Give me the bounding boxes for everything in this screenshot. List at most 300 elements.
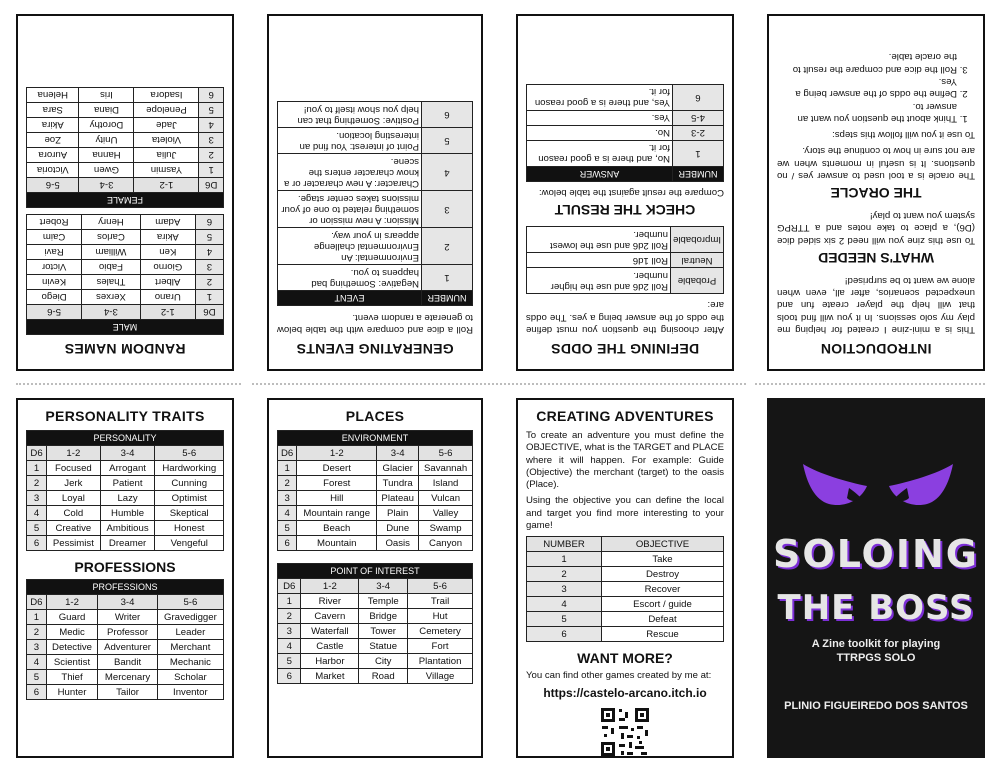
male-names-table [26,214,224,335]
row-number-cell: 2 [278,609,301,624]
table-row [278,128,473,154]
table-row [278,669,473,684]
table-header-cell: 5-6 [27,305,82,320]
row-number-cell: 5 [422,128,473,154]
table-row [27,133,224,148]
row-number-cell: 3 [199,133,224,148]
table-row [527,627,724,642]
oracle-step: 3. Roll the dice and compare the result to the oracle table. [777,50,957,75]
table-cell: Humble [100,506,155,521]
page-generating-events [267,14,483,371]
table-cell: Yasmin [134,163,199,178]
adventures-title: CREATING ADVENTURES [536,408,714,424]
table-row [278,102,473,128]
table-cell: Mountain range [297,506,377,521]
table-cell: Plateau [377,491,419,506]
table-row [27,148,224,163]
table-row [27,625,224,640]
cover-author: PLINIO FIGUEIREDO DOS SANTOS [784,700,968,712]
table-row [527,552,724,567]
table-row [27,118,224,133]
page-random-names [16,14,234,371]
row-number-cell: 4 [527,597,602,612]
table-cell: Victor [27,260,82,275]
row-number-cell: 5 [199,103,224,118]
table-header-cell: 1-2 [301,579,359,594]
poi-caption: POINT OF INTEREST [278,564,473,579]
table-row [27,275,224,290]
events-title: GENERATING EVENTS [296,341,454,357]
row-number-cell: 1 [278,461,297,476]
table-cell: Creative [47,521,101,536]
fold-line-left [16,383,241,385]
table-cell: Roll 2d6 and use the lowest number. [527,227,671,253]
table-cell: Kevin [27,275,82,290]
table-cell: Take [602,552,724,567]
row-number-cell: 2 [27,476,47,491]
table-header-cell: D6 [27,595,47,610]
table-cell: Yes. [527,110,673,125]
table-cell: Bridge [359,609,408,624]
table-cell: Canyon [419,536,473,551]
table-row [27,506,224,521]
row-number-cell: 3 [278,624,301,639]
row-number-cell: 5 [27,670,47,685]
table-header-cell: 5-6 [157,595,223,610]
table-cell: Recover [602,582,724,597]
table-cell: Thief [46,670,98,685]
row-number-cell: 3 [527,582,602,597]
table-cell: Guard [46,610,98,625]
table-cell: Oasis [377,536,419,551]
table-cell: Helena [27,88,80,103]
oracle-step: 2. Define the odds of the answer being a Yes. [777,75,957,100]
row-number-cell: 1 [27,610,47,625]
table-row [527,253,724,268]
table-row [27,610,224,625]
row-number-cell: 1 [278,594,301,609]
row-number-cell: 5 [195,230,223,245]
table-row [27,88,224,103]
table-cell: Island [419,476,473,491]
table-cell: Thales [82,275,141,290]
row-number-cell: 6 [278,536,297,551]
row-number-cell: 3 [195,260,223,275]
answers-table [526,84,724,182]
table-cell: Medic [46,625,98,640]
table-cell: Hut [408,609,473,624]
table-cell: Penelope [134,103,199,118]
row-number-cell: 2 [527,567,602,582]
female-names-table [26,87,224,208]
table-cell: Diana [79,103,134,118]
table-cell: Harbor [301,654,359,669]
table-cell: Savannah [419,461,473,476]
table-cell: Mechanic [157,655,223,670]
table-cell: Fabio [82,260,141,275]
page-places [267,398,483,758]
table-cell: Road [359,669,408,684]
table-cell: Ravi [27,245,82,260]
row-number-cell: 6 [195,215,223,230]
table-cell: Trail [408,594,473,609]
table-row [278,521,473,536]
table-cell: Violeta [134,133,199,148]
qr-code-icon[interactable] [599,706,651,758]
table-row [27,655,224,670]
table-row [27,103,224,118]
table-row [27,476,224,491]
table-row [527,227,724,253]
table-cell: Mercenary [98,670,157,685]
table-cell: Henry [82,215,141,230]
table-cell: Skeptical [155,506,224,521]
row-number-cell: 4 [278,639,301,654]
row-number-cell: 3 [422,191,473,228]
adventures-text-1: To create an adventure you must define the OBJECTIVE, what is the TARGET and PLACE where it will happen. For example: Guide (Objective) the merchant (target) to the oasis (Place). [526,430,724,491]
table-cell: Dreamer [100,536,155,551]
table-cell: Albert [140,275,195,290]
table-cell: Gravedigger [157,610,223,625]
table-row [278,639,473,654]
table-row [527,140,724,166]
row-number-cell: 6 [27,685,47,700]
table-cell: Dune [377,521,419,536]
row-number-cell: Neutral [671,253,724,268]
table-cell: Defeat [602,612,724,627]
table-cell: Writer [98,610,157,625]
table-cell: Bandit [98,655,157,670]
table-row [278,191,473,228]
table-cell: Desert [297,461,377,476]
table-header-cell: 5-6 [408,579,473,594]
table-row [527,125,724,140]
table-row [527,567,724,582]
table-cell: Iris [79,88,134,103]
table-row [27,640,224,655]
table-cell: Glacier [377,461,419,476]
table-row [27,491,224,506]
row-number-cell: 1 [422,265,473,291]
answers-head-number: NUMBER [673,166,724,181]
table-row [27,290,224,305]
point-of-interest-table [277,563,473,684]
table-cell: Destroy [602,567,724,582]
personality-caption: PERSONALITY [27,431,224,446]
table-cell: Inventor [157,685,223,700]
table-cell: Unity [79,133,134,148]
table-row [278,506,473,521]
table-row [27,245,224,260]
table-cell: Tower [359,624,408,639]
table-cell: Castle [301,639,359,654]
events-text: Roll a dice and compare with the table below to generate a random event. [277,311,473,335]
table-cell: Caim [27,230,82,245]
row-number-cell: 4-5 [673,110,724,125]
table-cell: Market [301,669,359,684]
table-cell: Valley [419,506,473,521]
female-caption: FEMALE [27,193,224,208]
row-number-cell: 2 [195,275,223,290]
professions-title: PROFESSIONS [74,559,176,575]
table-cell: Victoria [27,163,80,178]
table-cell: Waterfall [301,624,359,639]
cover-tagline [769,637,983,666]
table-cell: Mountain [297,536,377,551]
table-row [278,491,473,506]
table-cell: Diego [27,290,82,305]
table-cell: William [82,245,141,260]
table-cell: Tundra [377,476,419,491]
page-cover [767,398,985,758]
events-table [277,101,473,306]
table-cell: Swamp [419,521,473,536]
page-introduction [767,14,985,371]
environment-table [277,430,473,551]
check-result-text: Compare the result against the table below: [538,187,724,199]
table-cell: Tailor [98,685,157,700]
objective-table [526,536,724,642]
table-cell: Beach [297,521,377,536]
table-header-cell: D6 [278,446,297,461]
traits-title: PERSONALITY TRAITS [45,408,205,424]
row-number-cell: 6 [422,102,473,128]
needed-text: To use this zine you will need 2 six sided dice (D6), a place to take notes and a TTRPG system you want to play! [777,210,975,246]
want-more-title: WANT MORE? [577,650,673,667]
table-header-cell: 5-6 [155,446,224,461]
table-cell: Arrogant [100,461,155,476]
row-number-cell: 1 [195,290,223,305]
table-row [278,654,473,669]
page-personality-traits [16,398,234,758]
table-cell: Village [408,669,473,684]
row-number-cell: 5 [527,612,602,627]
row-number-cell: 3 [278,491,297,506]
table-row [27,163,224,178]
table-cell: Akira [27,118,80,133]
itch-link[interactable]: https://castelo-arcano.itch.io [543,686,707,701]
random-names-title: RANDOM NAMES [64,341,186,357]
table-header-cell: 3-4 [82,305,141,320]
male-caption: MALE [27,320,224,335]
table-row [27,461,224,476]
row-number-cell: 6 [673,84,724,110]
table-cell: Ambitious [100,521,155,536]
table-row [278,461,473,476]
table-row [27,215,224,230]
table-row [527,597,724,612]
cover-tagline-1: A Zine toolkit for playing [811,638,941,650]
table-cell: Fort [408,639,473,654]
check-result-title: CHECK THE RESULT [554,202,696,219]
needed-title: WHAT'S NEEDED [818,249,934,266]
table-header-cell: 1-2 [47,446,101,461]
table-cell: Hardworking [155,461,224,476]
table-cell: Vulcan [419,491,473,506]
table-cell: Hill [297,491,377,506]
glowing-eyes-icon [799,460,957,510]
table-cell: Ken [140,245,195,260]
row-number-cell: 4 [422,154,473,191]
table-header-cell: 3-4 [79,178,134,193]
table-row [278,228,473,265]
table-cell: Dorothy [79,118,134,133]
table-row [278,624,473,639]
table-header-cell: 3-4 [98,595,157,610]
row-number-cell: 6 [27,536,47,551]
row-number-cell: 2 [278,476,297,491]
table-cell: Negative: Something bad happens to you. [278,265,422,291]
table-header-cell: 1-2 [134,178,199,193]
row-number-cell: Improbable [671,227,724,253]
odds-table [526,226,724,294]
table-cell: Cavern [301,609,359,624]
row-number-cell: 6 [199,88,224,103]
table-cell: Lazy [100,491,155,506]
table-cell: Robert [27,215,82,230]
table-cell: Professor [98,625,157,640]
table-cell: Yes, and there is a good reason for it. [527,84,673,110]
environment-caption: ENVIRONMENT [278,431,473,446]
row-number-cell: 4 [27,655,47,670]
table-cell: Aurora [27,148,80,163]
cover-title-2: THE BOSS [777,588,975,628]
professions-caption: PROFESSIONS [27,580,224,595]
table-row [278,476,473,491]
row-number-cell: Probable [671,268,724,294]
places-title: PLACES [345,408,405,424]
table-row [27,521,224,536]
table-cell: Character: A new character or a know character enters the scene. [278,154,422,191]
personality-table [26,430,224,551]
table-cell: Scholar [157,670,223,685]
table-cell: Environmental: An Environmental challenge appears in your way. [278,228,422,265]
table-header-cell: 3-4 [100,446,155,461]
table-cell: Detective [46,640,98,655]
row-number-cell: 4 [199,118,224,133]
table-row [278,536,473,551]
table-cell: Roll 1d6 [527,253,671,268]
table-row [527,110,724,125]
oracle-steps [777,50,975,124]
row-number-cell: 5 [27,521,47,536]
table-cell: Patient [100,476,155,491]
table-row [27,670,224,685]
table-cell: Roll 2d6 and use the higher number. [527,268,671,294]
events-head-event: EVENT [278,291,422,306]
odds-title: DEFINING THE ODDS [550,341,700,357]
row-number-cell: 5 [278,654,301,669]
table-cell: Carlos [82,230,141,245]
row-number-cell: 4 [278,506,297,521]
table-cell: River [301,594,359,609]
row-number-cell: 2 [422,228,473,265]
fold-line-center [252,383,746,385]
page-creating-adventures [516,398,734,758]
table-cell: Julia [134,148,199,163]
table-row [278,609,473,624]
adventures-text-2: Using the objective you can define the local and target you find more interesting to your game! [526,495,724,531]
objective-head-objective: OBJECTIVE [602,537,724,552]
table-row [27,536,224,551]
intro-title: INTRODUCTION [820,341,932,357]
table-cell: Pessimist [47,536,101,551]
row-number-cell: 4 [27,506,47,521]
table-header-cell: D6 [27,446,47,461]
table-cell: Adam [140,215,195,230]
table-cell: Cold [47,506,101,521]
table-cell: Statue [359,639,408,654]
table-header-cell: D6 [199,178,224,193]
want-more-text: You can find other games created by me at: [526,670,712,682]
intro-text: This is a mini-zine I created for helping me play my solo sessions. In it you will find tools that will help the player create fun and unexpected scenarios, after all, even when alone we want to be surprised! [777,274,975,335]
table-row [27,685,224,700]
row-number-cell: 3 [27,640,47,655]
table-cell: Isadora [134,88,199,103]
table-header-cell: 5-6 [419,446,473,461]
oracle-title: THE ORACLE [830,184,922,201]
table-cell: Cunning [155,476,224,491]
table-cell: Urano [140,290,195,305]
row-number-cell: 1 [527,552,602,567]
table-header-cell: 1-2 [297,446,377,461]
table-cell: Positive: Something that can help you show itself to you! [278,102,422,128]
table-header-cell: D6 [195,305,223,320]
oracle-step: 1. Think about the question you want an answer to. [777,99,957,124]
table-row [527,84,724,110]
table-cell: Leader [157,625,223,640]
professions-table [26,579,224,700]
table-cell: Plantation [408,654,473,669]
table-header-cell: 5-6 [27,178,80,193]
events-head-number: NUMBER [422,291,473,306]
table-cell: Gwen [79,163,134,178]
row-number-cell: 1 [673,140,724,166]
table-cell: City [359,654,408,669]
table-header-cell: 3-4 [377,446,419,461]
answers-head-answer: ANSWER [527,166,673,181]
table-row [27,230,224,245]
table-row [278,594,473,609]
table-cell: Merchant [157,640,223,655]
row-number-cell: 2 [199,148,224,163]
table-cell: Zoe [27,133,80,148]
table-cell: Forest [297,476,377,491]
row-number-cell: 3 [27,491,47,506]
table-cell: Xerxes [82,290,141,305]
row-number-cell: 4 [195,245,223,260]
row-number-cell: 1 [199,163,224,178]
row-number-cell: 5 [278,521,297,536]
table-header-cell: D6 [278,579,301,594]
table-cell: Vengeful [155,536,224,551]
table-header-cell: 3-4 [359,579,408,594]
row-number-cell: 2 [27,625,47,640]
cover-title-1: SOLOING [773,532,979,576]
table-cell: Adventurer [98,640,157,655]
table-cell: Mission: A new mission or something related to one of your missions takes center stage. [278,191,422,228]
row-number-cell: 6 [527,627,602,642]
table-cell: Loyal [47,491,101,506]
page-defining-odds [516,14,734,371]
table-cell: Sara [27,103,80,118]
row-number-cell: 1 [27,461,47,476]
table-row [278,154,473,191]
objective-head-number: NUMBER [527,537,602,552]
table-row [527,268,724,294]
table-cell: Akira [140,230,195,245]
row-number-cell: 2-3 [673,125,724,140]
